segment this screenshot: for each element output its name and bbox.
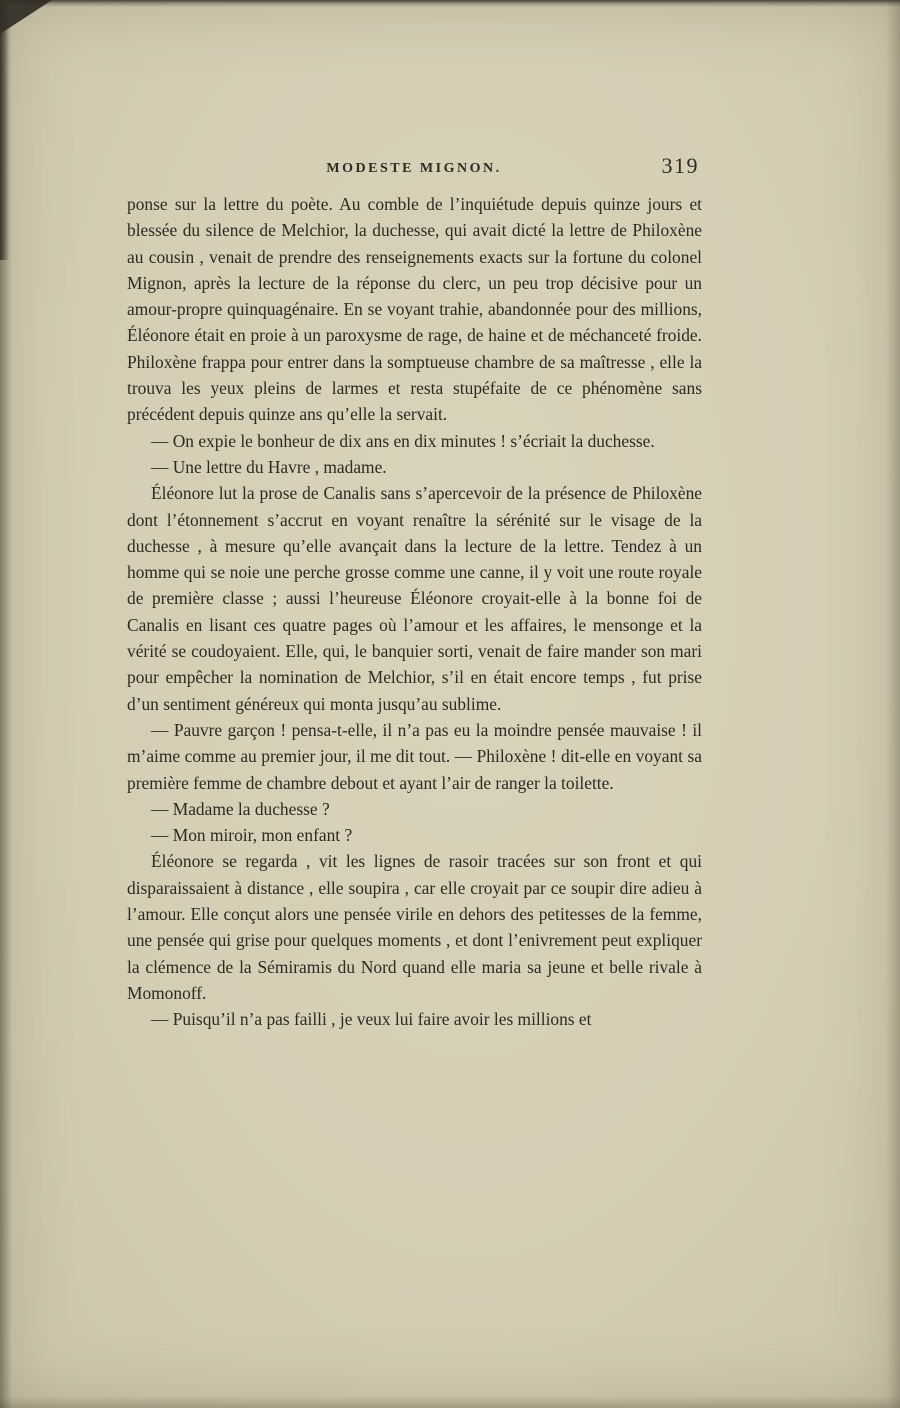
running-title: MODESTE MIGNON. <box>326 161 502 176</box>
paragraph: Éléonore se regarda , vit les lignes de rasoir tracées sur son front et qui disparaissaient à distance , elle soupira , car elle croyait par ce soupir dire adieu à l’amour. Elle conçut alors une pensée virile en dehors des petitesses de la femme, une pensée qui grise pour quelques moments , et dont l’enivrement peut expliquer la clémence de la Sémiramis du Nord quand elle maria sa jeune et belle rivale à Momonoff. <box>127 851 702 1003</box>
paragraph: — On expie le bonheur de dix ans en dix minutes ! s’écriait la duchesse. <box>151 430 655 451</box>
scan-corner-topleft <box>0 0 52 34</box>
paragraph: Éléonore lut la prose de Canalis sans s’apercevoir de la présence de Philoxène dont l’étonnement s’accrut en voyant renaître la sérénité sur le visage de la duchesse , à mesure qu’elle avançait dans la lecture de la lettre. Tendez à un homme qui se noie une perche grosse comme une canne, il y voit une route royale de première classe ; aussi l’heureuse Éléonore croyait-elle à la bonne foi de Canalis en lisant ces quatre pages où l’amour et les affaires, le mensonge et la vérité se coudoyaient. Elle, qui, le banquier sorti, venait de faire mander son mari pour empêcher la nomination de Melchior, s’il en était encore temps , fut prise d’un sentiment généreux qui monta jusqu’au sublime. <box>127 483 702 714</box>
paragraph: — Puisqu’il n’a pas failli , je veux lui faire avoir les millions et <box>151 1009 592 1030</box>
running-header <box>127 155 701 187</box>
scan-edge-left-shadow <box>0 0 9 260</box>
paragraph: — Mon miroir, mon enfant ? <box>151 825 353 846</box>
scan-edge-top <box>0 0 900 7</box>
scan-edge-right <box>886 0 900 1408</box>
text-block <box>127 191 702 1033</box>
paragraph: ponse sur la lettre du poète. Au comble de l’inquiétude depuis quinze jours et blessée du silence de Melchior, la duchesse, qui avait dicté la lettre de Philoxène au cousin , venait de prendre des renseignements exacts sur la fortune du colonel Mignon, après la lecture de la réponse du clerc, un peu trop décisive pour un amour-propre quinquagénaire. En se voyant trahie, abandonnée pour des millions, Éléonore était en proie à un paroxysme de rage, de haine et de méchanceté froide. Philoxène frappa pour entrer dans la somptueuse chambre de sa maîtresse , elle la trouva les yeux pleins de larmes et resta stupéfaite de ce phénomène sans précédent depuis quinze ans qu’elle la servait. <box>127 194 702 425</box>
paragraph: — Madame la duchesse ? <box>151 798 330 819</box>
page-number: 319 <box>661 153 699 178</box>
paragraph: — Pauvre garçon ! pensa-t-elle, il n’a pas eu la moindre pensée mauvaise ! il m’aime comme au premier jour, il me dit tout. — Philoxène ! dit-elle en voyant sa première femme de chambre debout et ayant l’air de ranger la toilette. <box>127 719 702 793</box>
scan-edge-bottom <box>0 1396 900 1408</box>
paragraph: — Une lettre du Havre , madame. <box>151 456 387 477</box>
